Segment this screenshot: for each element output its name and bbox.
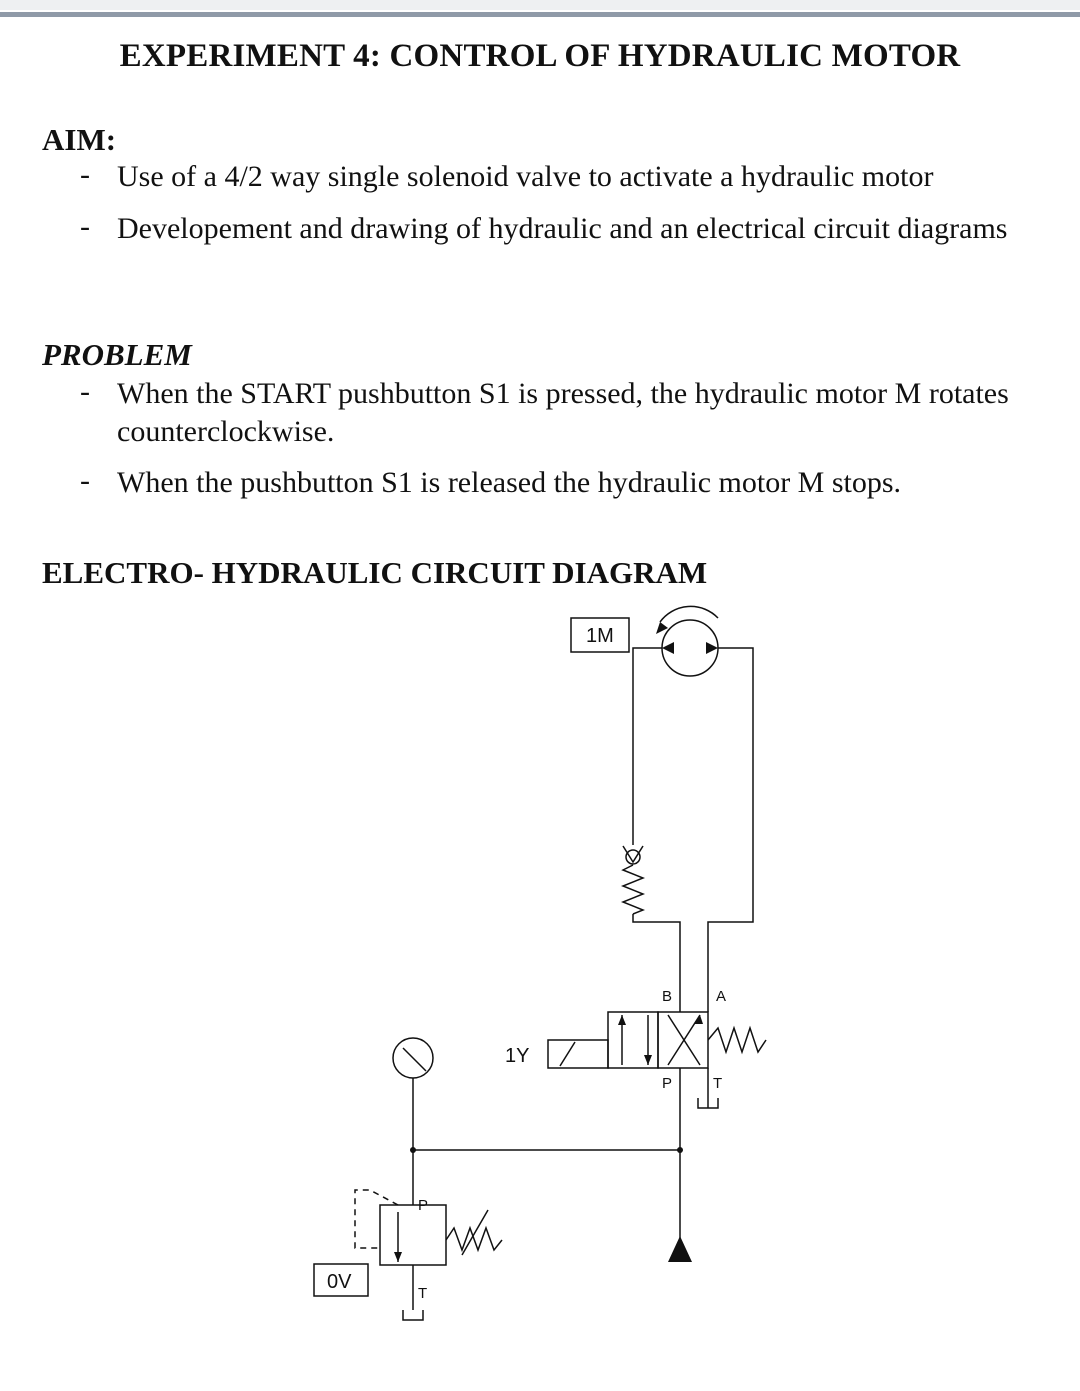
problem-heading: PROBLEM	[42, 337, 192, 372]
spring-icon	[623, 865, 643, 914]
bullet: -	[80, 464, 90, 497]
port-t-label: T	[713, 1075, 723, 1092]
aim-item: Developement and drawing of hydraulic and an electrical circuit diagrams	[117, 212, 1008, 245]
motor-line-right	[708, 648, 753, 1012]
relief-arrowhead	[394, 1252, 402, 1262]
junction-dot	[410, 1147, 416, 1153]
relief-spring-icon	[446, 1228, 502, 1250]
valve-arrowhead	[618, 1015, 626, 1025]
solenoid-diagonal	[560, 1042, 575, 1066]
relief-port-t-label: T	[418, 1285, 428, 1302]
parallel-arrows-icon	[622, 1015, 648, 1065]
bullet: -	[80, 375, 90, 408]
solenoid-icon	[548, 1040, 608, 1068]
aim-heading: AIM:	[42, 122, 117, 157]
line-b	[633, 914, 680, 1012]
pilot-line	[355, 1190, 398, 1248]
relief-label: 0V	[327, 1271, 352, 1293]
motor-arrow-left-icon	[662, 642, 674, 654]
motor-line-left	[633, 648, 662, 845]
bullet: -	[80, 158, 90, 191]
diagram-heading: ELECTRO- HYDRAULIC CIRCUIT DIAGRAM	[42, 555, 708, 590]
valve-arrowhead	[644, 1055, 652, 1065]
return-spring-icon	[708, 1028, 766, 1052]
bullet: -	[80, 210, 90, 243]
tank-symbol-relief-icon	[403, 1310, 423, 1320]
junction-dot	[677, 1147, 683, 1153]
port-p-label: P	[662, 1075, 673, 1092]
relief-valve-icon	[380, 1205, 446, 1265]
pump-symbol-icon	[668, 1236, 692, 1262]
port-a-label: A	[716, 988, 727, 1005]
valve-box-left	[608, 1012, 658, 1068]
problem-item: When the pushbutton S1 is released the hydraulic motor M stops.	[117, 466, 902, 499]
motor-label: 1M	[586, 625, 614, 647]
relief-port-p-label: P	[418, 1197, 429, 1214]
problem-item: When the START pushbutton S1 is pressed, the hydraulic motor M rotates counterclockwise.	[117, 377, 1009, 448]
gauge-needle	[403, 1048, 426, 1071]
port-b-label: B	[662, 988, 673, 1005]
page-title: EXPERIMENT 4: CONTROL OF HYDRAULIC MOTOR	[119, 38, 961, 74]
motor-arrow-right-icon	[706, 642, 718, 654]
aim-item: Use of a 4/2 way single solenoid valve to activate a hydraulic motor	[117, 160, 934, 193]
solenoid-label: 1Y	[505, 1045, 530, 1067]
